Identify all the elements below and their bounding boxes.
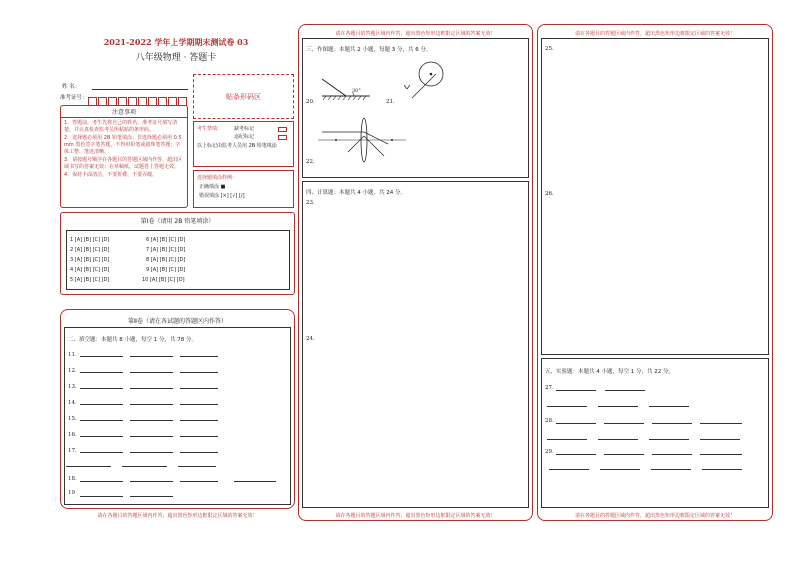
answer-line[interactable]: [122, 466, 167, 467]
choice-row[interactable]: 3 [A] [B] [C] [D]: [70, 257, 110, 263]
answer-line[interactable]: [598, 406, 638, 407]
bottom-warning: 请在各题目的答题区域内作答，超出黑色矩形边框限定区域的答案无效！: [97, 513, 258, 519]
answer-area-calc: [302, 181, 529, 508]
answer-line[interactable]: [80, 372, 123, 373]
violation-mark-box[interactable]: [278, 135, 287, 140]
answer-line[interactable]: [130, 356, 173, 357]
notes-item: 1．答题前，考生先将自己的姓名、准考证号填写清楚，并认真检查监考员所粘贴的条形码。: [64, 120, 178, 133]
exam-marks-box: [193, 121, 294, 167]
answer-line[interactable]: [180, 404, 218, 405]
fill-example-title: 选择题填涂样例：: [197, 175, 238, 181]
experiment-section-heading: 五、实验题：本题共 4 小题，每空 1 分，共 22 分。: [545, 369, 674, 375]
barcode-label: 贴条形码区: [226, 93, 261, 101]
choice-row[interactable]: 10 [A] [B] [C] [D]: [142, 277, 185, 283]
answer-line[interactable]: [652, 454, 692, 455]
exam-marks-note: 以上标记由监考人员用 2B 铅笔填涂: [197, 143, 277, 149]
answer-line[interactable]: [80, 436, 123, 437]
mirror-diagram: [318, 76, 374, 102]
q-number: 29．: [545, 449, 558, 455]
answer-line[interactable]: [556, 454, 596, 455]
q-number: 27．: [545, 385, 558, 391]
choice-row[interactable]: 6 [A] [B] [C] [D]: [146, 237, 186, 243]
absent-mark-label: 缺考标记: [234, 126, 255, 132]
answer-line[interactable]: [556, 423, 596, 424]
q-number: 19: [68, 490, 75, 496]
q-number: 18．: [68, 476, 81, 482]
answer-line[interactable]: [66, 466, 111, 467]
q-number: 28．: [545, 418, 558, 424]
answer-line[interactable]: [549, 469, 589, 470]
answer-line[interactable]: [700, 439, 740, 440]
choice-row[interactable]: 4 [A] [B] [C] [D]: [70, 267, 110, 273]
q-number: 20．: [306, 99, 319, 105]
choice-row[interactable]: 2 [A] [B] [C] [D]: [70, 247, 110, 253]
notes-item: 3．请按题号顺序在各题目的答题区域内作答，超出区域书写的答案无效；在草稿纸、试题卷上答题无效。: [64, 157, 183, 170]
q-number: 15．: [68, 416, 81, 422]
answer-line[interactable]: [130, 436, 173, 437]
answer-line[interactable]: [700, 454, 742, 455]
q-number: 14．: [68, 400, 81, 406]
top-warning: 请在各题目的答题区域内作答，超出黑色矩形边框限定区域的答案无效！: [574, 31, 735, 37]
answer-line[interactable]: [130, 452, 173, 453]
answer-line[interactable]: [649, 406, 689, 407]
q-number: 11．: [68, 352, 81, 358]
notes-title: 注意事项: [61, 106, 187, 118]
q-number: 16．: [68, 432, 81, 438]
part1-title: 第Ⅰ卷（请用 2B 铅笔填涂）: [140, 218, 215, 225]
answer-line[interactable]: [80, 356, 123, 357]
choice-row[interactable]: 9 [A] [B] [C] [D]: [146, 267, 186, 273]
calc-section-heading: 四、计算题：本题共 4 小题，共 24 分。: [306, 190, 406, 196]
answer-line[interactable]: [80, 420, 123, 421]
choice-row[interactable]: 8 [A] [B] [C] [D]: [146, 257, 186, 263]
answer-line[interactable]: [130, 496, 173, 497]
q-number: 22．: [306, 159, 319, 165]
fill-example-correct: 正确填涂 ■: [199, 184, 226, 190]
ball-diagram: [398, 60, 448, 106]
q-number: 17．: [68, 448, 81, 454]
answer-line[interactable]: [234, 481, 276, 482]
answer-line[interactable]: [651, 469, 691, 470]
answer-line[interactable]: [652, 423, 692, 424]
name-field[interactable]: [92, 89, 188, 90]
answer-line[interactable]: [80, 481, 123, 482]
bottom-warning: 请在各题目的答题区域内作答，超出黑色矩形边框限定区域的答案无效！: [574, 513, 735, 519]
q-number: 26．: [545, 191, 558, 197]
part2-inner: [64, 327, 291, 505]
answer-line[interactable]: [130, 404, 173, 405]
absent-mark-box[interactable]: [278, 127, 287, 132]
answer-line[interactable]: [180, 420, 218, 421]
violation-mark-label: 违纪标记: [234, 134, 255, 140]
answer-line[interactable]: [600, 469, 640, 470]
notes-item: 2．选择题必须用 2B 铅笔填涂；非选择题必须用 0.5 mm 黑色签字笔答题，不得用铅笔或圆珠笔答题；字体工整、笔迹清晰。: [64, 135, 182, 155]
answer-line[interactable]: [180, 481, 218, 482]
q-number: 12．: [68, 368, 81, 374]
fill-blank-heading: 二、填空题：本题共 8 小题，每空 1 分，共 78 分。: [68, 337, 197, 343]
answer-area-q25-26: [541, 38, 769, 355]
answer-line[interactable]: [178, 466, 216, 467]
exam-title: 2021-2022 学年上学期期末测试卷 03: [103, 37, 249, 47]
answer-line[interactable]: [598, 439, 638, 440]
answer-line[interactable]: [80, 496, 123, 497]
answer-line[interactable]: [180, 356, 218, 357]
q-number: 13．: [68, 384, 81, 390]
answer-line[interactable]: [649, 439, 689, 440]
part2-title: 第Ⅱ卷（请在各试题的答题区内作答）: [128, 318, 227, 325]
answer-line[interactable]: [180, 372, 218, 373]
q-number: 25．: [545, 46, 558, 52]
notes-item: 4．保持卡面清洁，不要折叠、不要弄破。: [64, 172, 158, 178]
q-number: 23．: [306, 200, 319, 206]
q-number: 21．: [386, 99, 399, 105]
exam-marks-label: 考生禁填：: [197, 126, 223, 132]
notes-box: [60, 105, 188, 208]
answer-line[interactable]: [80, 388, 123, 389]
name-label: 姓 名：: [62, 84, 81, 90]
answer-line[interactable]: [604, 454, 644, 455]
answer-line[interactable]: [80, 404, 123, 405]
choice-row[interactable]: 5 [A] [B] [C] [D]: [70, 277, 110, 283]
angle-label: 30°: [352, 88, 361, 94]
top-warning: 请在各题目的答题区域内作答，超出黑色矩形边框限定区域的答案无效！: [335, 31, 496, 37]
answer-line[interactable]: [556, 390, 596, 391]
fill-example-box: [193, 170, 294, 208]
choice-row[interactable]: 7 [A] [B] [C] [D]: [146, 247, 186, 253]
drawing-section-heading: 三、作图题：本题共 2 小题，每题 3 分，共 6 分。: [306, 47, 432, 53]
answer-line[interactable]: [547, 406, 587, 407]
barcode-area: [193, 74, 294, 119]
fill-example-wrong: 错误填涂 [×] [√] [/]: [199, 193, 245, 199]
answer-line[interactable]: [130, 372, 173, 373]
answer-line[interactable]: [547, 439, 587, 440]
student-id-label: 准考证号：: [60, 95, 88, 101]
answer-line[interactable]: [180, 452, 218, 453]
answer-line[interactable]: [130, 481, 173, 482]
answer-line[interactable]: [180, 388, 218, 389]
answer-line[interactable]: [130, 420, 173, 421]
answer-line[interactable]: [604, 423, 644, 424]
exam-subtitle: 八年级物理 · 答题卡: [135, 53, 217, 63]
answer-line[interactable]: [700, 423, 742, 424]
choice-row[interactable]: 1 [A] [B] [C] [D]: [70, 237, 110, 243]
answer-line[interactable]: [702, 469, 742, 470]
answer-line[interactable]: [180, 436, 218, 437]
answer-area-experiment: [541, 358, 769, 508]
answer-line[interactable]: [80, 452, 123, 453]
lens-diagram: [318, 112, 408, 166]
bottom-warning: 请在各题目的答题区域内作答，超出黑色矩形边框限定区域的答案无效！: [335, 513, 496, 519]
q-number: 24．: [306, 336, 319, 342]
answer-line[interactable]: [130, 388, 173, 389]
answer-line[interactable]: [605, 390, 645, 391]
